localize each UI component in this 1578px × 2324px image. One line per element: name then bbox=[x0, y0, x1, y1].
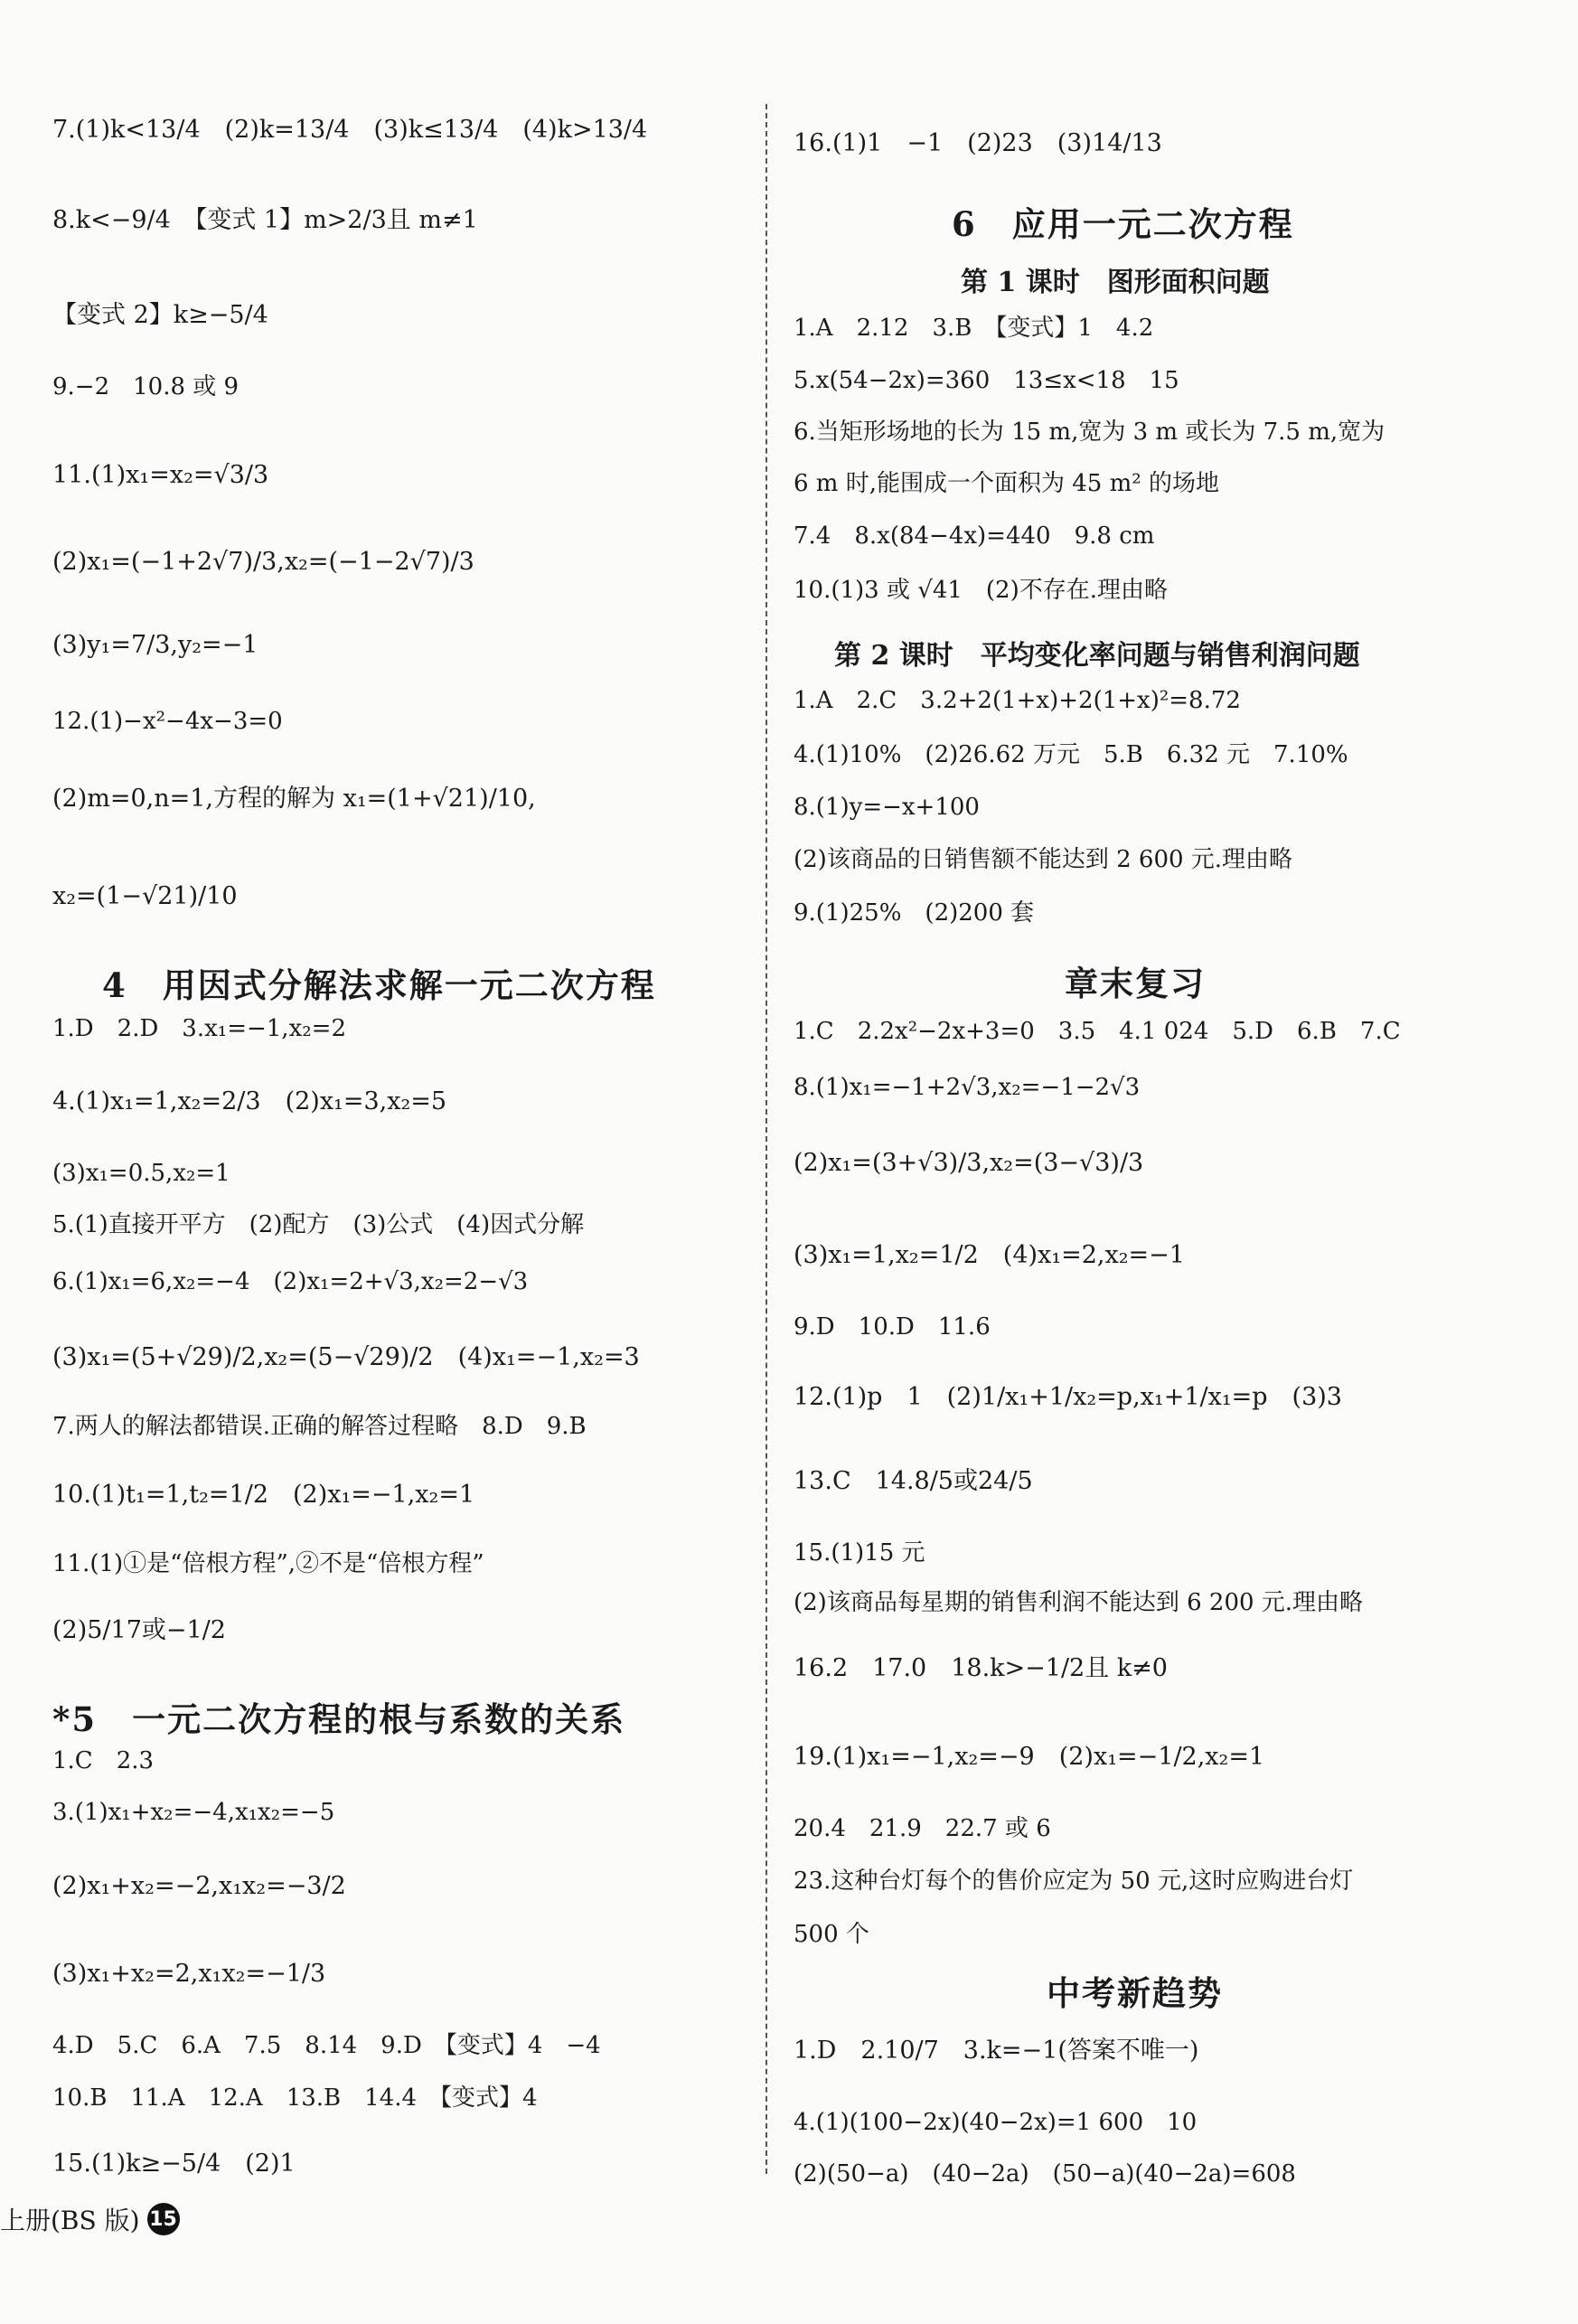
lesson-heading-2: 第 2 课时 平均变化率问题与销售利润问题 bbox=[834, 640, 1360, 672]
answer-line: 13.C 14.8/5或24/5 bbox=[794, 1467, 1033, 1495]
answer-line: (3)x₁=1,x₂=1/2 (4)x₁=2,x₂=−1 bbox=[794, 1241, 1185, 1269]
answer-line: 8.(1)x₁=−1+2√3,x₂=−1−2√3 bbox=[794, 1074, 1141, 1101]
answer-line: 20.4 21.9 22.7 或 6 bbox=[794, 1815, 1051, 1842]
answer-line: (3)x₁=0.5,x₂=1 bbox=[52, 1160, 230, 1187]
answer-line: (3)y₁=7/3,y₂=−1 bbox=[52, 631, 258, 659]
answer-line: 16.(1)1 −1 (2)23 (3)14/13 bbox=[794, 129, 1162, 157]
answer-line: 【变式 2】k≥−5/4 bbox=[52, 301, 268, 329]
column-divider bbox=[766, 104, 767, 2174]
answer-line: (2)(50−a) (40−2a) (50−a)(40−2a)=608 bbox=[794, 2160, 1296, 2188]
answer-line: 8.(1)y=−x+100 bbox=[794, 794, 980, 821]
answer-line: 4.(1)10% (2)26.62 万元 5.B 6.32 元 7.10% bbox=[794, 741, 1348, 768]
answer-line: (3)x₁=(5+√29)/2,x₂=(5−√29)/2 (4)x₁=−1,x₂=3 bbox=[52, 1343, 640, 1371]
answer-line: 10.(1)t₁=1,t₂=1/2 (2)x₁=−1,x₂=1 bbox=[52, 1481, 475, 1509]
answer-line: 9.−2 10.8 或 9 bbox=[52, 373, 240, 400]
lesson-heading-1: 第 1 课时 图形面积问题 bbox=[961, 267, 1270, 298]
answer-line: 10.(1)3 或 √41 (2)不存在.理由略 bbox=[794, 577, 1168, 604]
answer-line: 4.D 5.C 6.A 7.5 8.14 9.D 【变式】4 −4 bbox=[52, 2032, 601, 2059]
answer-line: 6.(1)x₁=6,x₂=−4 (2)x₁=2+√3,x₂=2−√3 bbox=[52, 1268, 529, 1295]
answer-line: 7.4 8.x(84−4x)=440 9.8 cm bbox=[794, 522, 1155, 550]
answer-line: (2)x₁=(3+√3)/3,x₂=(3−√3)/3 bbox=[794, 1149, 1144, 1177]
answer-line: 5.x(54−2x)=360 13≤x<18 15 bbox=[794, 367, 1179, 394]
answer-line: 8.k<−9/4 【变式 1】m>2/3且 m≠1 bbox=[52, 206, 478, 234]
answer-line: 1.A 2.C 3.2+2(1+x)+2(1+x)²=8.72 bbox=[794, 687, 1241, 714]
answer-line: (2)该商品每星期的销售利润不能达到 6 200 元.理由略 bbox=[794, 1589, 1364, 1616]
answer-line: 15.(1)15 元 bbox=[794, 1539, 925, 1567]
answer-line: 4.(1)x₁=1,x₂=2/3 (2)x₁=3,x₂=5 bbox=[52, 1087, 447, 1115]
answer-line: 12.(1)p 1 (2)1/x₁+1/x₂=p,x₁+1/x₁=p (3)3 bbox=[794, 1383, 1342, 1411]
footer-text: 上册(BS 版) bbox=[0, 2206, 140, 2235]
answer-line: 500 个 bbox=[794, 1921, 869, 1948]
answer-line: 10.B 11.A 12.A 13.B 14.4 【变式】4 bbox=[52, 2084, 538, 2112]
answer-line: 1.C 2.2x²−2x+3=0 3.5 4.1 024 5.D 6.B 7.C bbox=[794, 1018, 1401, 1045]
answer-line: 1.D 2.D 3.x₁=−1,x₂=2 bbox=[52, 1015, 346, 1042]
section-heading-4: 4 用因式分解法求解一元二次方程 bbox=[102, 965, 656, 1005]
answer-line: (2)5/17或−1/2 bbox=[52, 1616, 226, 1644]
answer-line: 1.D 2.10/7 3.k=−1(答案不唯一) bbox=[794, 2037, 1199, 2065]
answer-line: 1.A 2.12 3.B 【变式】1 4.2 bbox=[794, 315, 1154, 342]
page-number-badge: 15 bbox=[147, 2203, 180, 2235]
answer-line: 7.(1)k<13/4 (2)k=13/4 (3)k≤13/4 (4)k>13/4 bbox=[52, 116, 648, 144]
section-heading-5: *5 一元二次方程的根与系数的关系 bbox=[52, 1699, 626, 1739]
section-heading-6: 6 应用一元二次方程 bbox=[952, 204, 1294, 244]
answer-line: (3)x₁+x₂=2,x₁x₂=−1/3 bbox=[52, 1960, 326, 1988]
answer-line: 15.(1)k≥−5/4 (2)1 bbox=[52, 2150, 296, 2178]
answer-line: (2)m=0,n=1,方程的解为 x₁=(1+√21)/10, bbox=[52, 785, 536, 813]
answer-line: 9.(1)25% (2)200 套 bbox=[794, 899, 1035, 927]
answer-line: 16.2 17.0 18.k>−1/2且 k≠0 bbox=[794, 1654, 1168, 1682]
answer-line: 1.C 2.3 bbox=[52, 1747, 155, 1774]
page-footer bbox=[0, 2201, 180, 2237]
answer-line: 4.(1)(100−2x)(40−2x)=1 600 10 bbox=[794, 2109, 1198, 2136]
answer-line: 6 m 时,能围成一个面积为 45 m² 的场地 bbox=[794, 470, 1219, 497]
answer-line: 23.这种台灯每个的售价应定为 50 元,这时应购进台灯 bbox=[794, 1868, 1354, 1895]
answer-line: 11.(1)①是“倍根方程”,②不是“倍根方程” bbox=[52, 1550, 484, 1577]
answer-line: 19.(1)x₁=−1,x₂=−9 (2)x₁=−1/2,x₂=1 bbox=[794, 1743, 1265, 1771]
answer-line: 12.(1)−x²−4x−3=0 bbox=[52, 708, 283, 735]
answer-line: 11.(1)x₁=x₂=√3/3 bbox=[52, 461, 269, 489]
answer-line: (2)x₁+x₂=−2,x₁x₂=−3/2 bbox=[52, 1872, 346, 1900]
answer-line: 7.两人的解法都错误.正确的解答过程略 8.D 9.B bbox=[52, 1413, 587, 1440]
section-heading-trend: 中考新趋势 bbox=[1047, 1973, 1223, 2013]
section-heading-review: 章末复习 bbox=[1065, 964, 1206, 1003]
answer-line: 9.D 10.D 11.6 bbox=[794, 1313, 991, 1341]
answer-line: 6.当矩形场地的长为 15 m,宽为 3 m 或长为 7.5 m,宽为 bbox=[794, 419, 1385, 446]
answer-line: (2)x₁=(−1+2√7)/3,x₂=(−1−2√7)/3 bbox=[52, 548, 474, 576]
answer-line: 3.(1)x₁+x₂=−4,x₁x₂=−5 bbox=[52, 1799, 335, 1826]
answer-line: x₂=(1−√21)/10 bbox=[52, 882, 238, 910]
answer-line: (2)该商品的日销售额不能达到 2 600 元.理由略 bbox=[794, 846, 1293, 873]
answer-line: 5.(1)直接开平方 (2)配方 (3)公式 (4)因式分解 bbox=[52, 1211, 585, 1238]
